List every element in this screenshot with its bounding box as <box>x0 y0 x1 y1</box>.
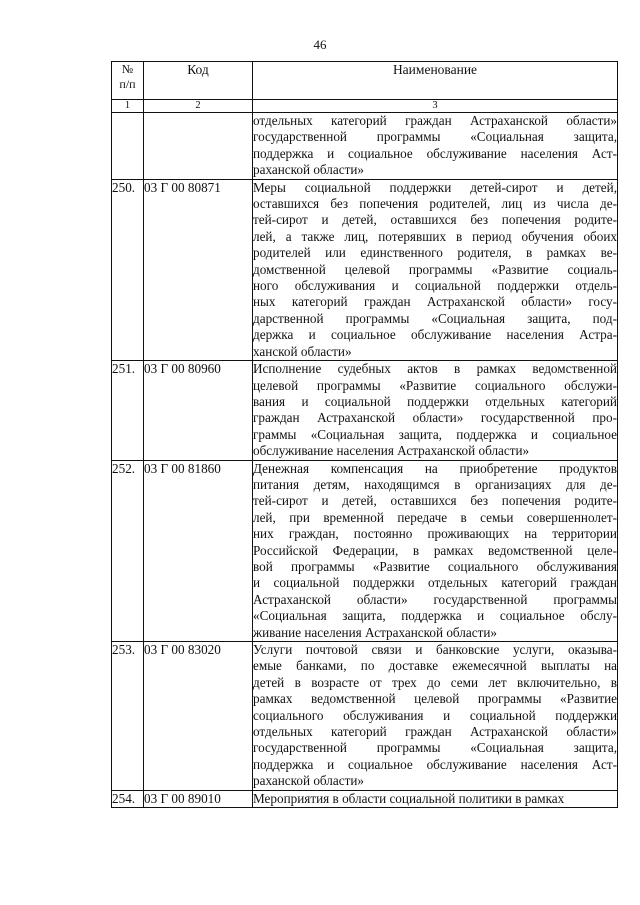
row-name-line: тей-сирот и детей, оставшихся без попечения родите- <box>253 493 617 509</box>
row-name-line: Меры социальной поддержки детей-сирот и детей, <box>253 179 617 195</box>
row-name-line: поддержка и социальное обслуживание населения Аст- <box>253 145 617 161</box>
row-code <box>144 113 253 180</box>
row-name-line: Астраханской области» государственной программы <box>253 591 617 607</box>
table-header-row <box>112 62 618 100</box>
row-name-line: граждан Астраханской области» государственной про- <box>253 410 617 426</box>
table-row <box>112 642 618 791</box>
row-name-line: государственной программы «Социальная защита, <box>253 129 617 145</box>
row-name-line: вания и социальной поддержки отдельных категорий <box>253 393 617 409</box>
row-name-line: Исполнение судебных актов в рамках ведомственной <box>253 361 617 377</box>
row-number: 251. <box>112 361 144 460</box>
row-name <box>253 642 618 791</box>
row-number: 253. <box>112 642 144 791</box>
row-name-line: детей в возрасте от трех до семи лет включительно, в <box>253 674 617 690</box>
table-row <box>112 113 618 180</box>
row-name-line: них граждан, постоянно проживающих на территории <box>253 526 617 542</box>
row-name-line: родителей или единственного родителя, в рамках ве- <box>253 245 617 261</box>
row-code: 03 Г 00 81860 <box>144 460 253 641</box>
row-name <box>253 460 618 641</box>
header-number-symbol: № <box>121 62 134 76</box>
row-number: 250. <box>112 179 144 360</box>
row-name-line: ных категорий граждан Астраханской области» госу- <box>253 294 617 310</box>
row-name-line: поддержка и социальное обслуживание населения Аст- <box>253 756 617 772</box>
page-number: 46 <box>313 37 327 52</box>
row-name-line: и социальной поддержки отдельных категорий граждан <box>253 575 617 591</box>
row-name-line: Мероприятия в области социальной политики в рамках <box>253 790 565 806</box>
row-name-line: ханской области» <box>253 343 352 359</box>
row-name-line: раханской области» <box>253 162 364 178</box>
row-code: 03 Г 00 80960 <box>144 361 253 460</box>
header-code: Код <box>144 62 253 100</box>
row-name-line: дарственной программы «Социальная защита, под- <box>253 310 617 326</box>
row-name-line: вой программы «Развитие социального обслуживания <box>253 558 617 574</box>
budget-classification-table <box>111 61 618 808</box>
row-name-line: питания детям, находящимся в организациях для де- <box>253 476 617 492</box>
row-code: 03 Г 00 83020 <box>144 642 253 791</box>
row-name-line: лей, при временной передаче в семьи совершеннолет- <box>253 509 617 525</box>
row-name-line: обслуживание населения Астраханской области» <box>253 443 530 459</box>
row-name-line: отдельных категорий граждан Астраханской области» <box>253 113 617 128</box>
row-name <box>253 790 618 807</box>
row-name-line: раханской области» <box>253 773 364 789</box>
row-name <box>253 179 618 360</box>
table-body <box>112 113 618 808</box>
row-name-line: домственной целевой программы «Развитие социаль- <box>253 261 617 277</box>
row-name-line: отдельных категорий граждан Астраханской области» <box>253 724 617 740</box>
row-name-line: государственной программы «Социальная защита, <box>253 740 617 756</box>
row-name-line: держка и социальное обслуживание населения Астра- <box>253 327 617 343</box>
table-row <box>112 179 618 360</box>
header-number <box>112 62 144 100</box>
row-name <box>253 361 618 460</box>
row-name-line: целевой программы «Развитие социального обслужи- <box>253 377 617 393</box>
row-name-line: Денежная компенсация на приобретение продуктов <box>253 460 617 476</box>
table-row <box>112 361 618 460</box>
row-number: 252. <box>112 460 144 641</box>
table-row <box>112 790 618 807</box>
column-number-2: 2 <box>144 100 253 113</box>
header-number-abbr: п/п <box>119 77 136 91</box>
row-name-line: ного обслуживания и социальной поддержки отдель- <box>253 278 617 294</box>
row-name-line: лей, а также лиц, потерявших в период обучения обоих <box>253 228 617 244</box>
row-code: 03 Г 00 80871 <box>144 179 253 360</box>
row-name-line: социального обслуживания и социальной поддержки <box>253 707 617 723</box>
row-code: 03 Г 00 89010 <box>144 790 253 807</box>
row-name-line: граммы «Социальная защита, поддержка и социальное <box>253 426 617 442</box>
header-name: Наименование <box>253 62 618 100</box>
row-name-line: рамках ведомственной целевой программы «Развитие <box>253 691 617 707</box>
row-name-line: живание населения Астраханской области» <box>253 624 497 640</box>
row-name-line: Российской Федерации, в рамках ведомственной целе- <box>253 542 617 558</box>
row-name-line: оставшихся без попечения родителей, лиц из числа де- <box>253 196 617 212</box>
row-name-line: тей-сирот и детей, оставшихся без попечения родите- <box>253 212 617 228</box>
row-name <box>253 113 618 180</box>
table-row <box>112 460 618 641</box>
row-name-line: «Социальная защита, поддержка и социальное обслу- <box>253 608 617 624</box>
row-number <box>112 113 144 180</box>
column-number-1: 1 <box>112 100 144 113</box>
column-number-row <box>112 100 618 113</box>
column-number-3: 3 <box>253 100 618 113</box>
row-name-line: емые банками, по доставке ежемесячной выплаты на <box>253 658 617 674</box>
row-number: 254. <box>112 790 144 807</box>
row-name-line: Услуги почтовой связи и банковские услуги, оказыва- <box>253 642 617 657</box>
